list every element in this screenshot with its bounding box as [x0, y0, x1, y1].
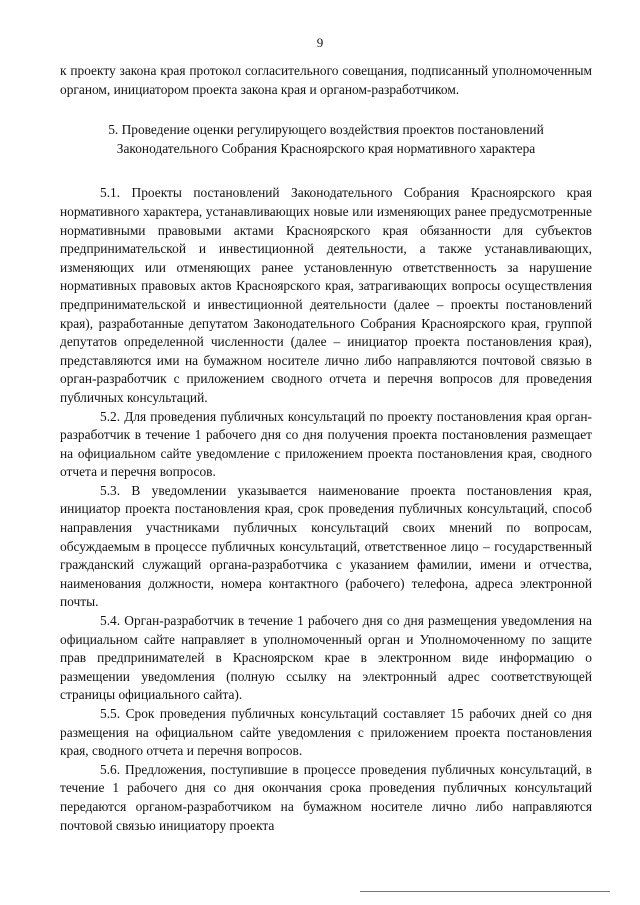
section-heading-line-2: Законодательного Собрания Красноярского края нормативного характера [116, 140, 536, 156]
paragraph-5-5: 5.5. Срок проведения публичных консультаций составляет 15 рабочих дней со дня размещения на официальном сайте уведомления с приложением проекта постановления края, сводного отчета и перечня вопросов. [60, 706, 592, 759]
page-number: 9 [316, 35, 324, 50]
section-heading [60, 121, 592, 158]
paragraph-5-3: 5.3. В уведомлении указывается наименование проекта постановления края, инициатор проекта постановления края, срок проведения публичных консультаций, способ направления участниками публичных консультаций своих мнений по вопросам, обсуждаемым в процессе публичных консультаций, ответственное лицо – государственный гражданский служащий органа-разработчика с указанием фамилии, имени и отчества, наименования должности, номера контактного (рабочего) телефона, адреса электронной почты. [60, 482, 592, 610]
paragraph-5-2: 5.2. Для проведения публичных консультаций по проекту постановления края орган-разработчик в течение 1 рабочего дня со дня получения проекта постановления размещает на официальном сайте уведомление с приложением проекта постановления края, сводного отчета и перечня вопросов. [60, 408, 592, 480]
paragraph-5-6: 5.6. Предложения, поступившие в процессе проведения публичных консультаций, в течение 1 рабочего дня со дня окончания срока проведения публичных консультаций передаются органом-разработчиком на бумажном носителе лично либо направляются почтовой связью инициатору проекта [60, 761, 592, 833]
intro-paragraph: к проекту закона края протокол согласительного совещания, подписанный уполномоченным органом, инициатором проекта закона края и органом-разработчиком. [60, 63, 592, 97]
paragraph-5-4: 5.4. Орган-разработчик в течение 1 рабочего дня со дня размещения уведомления на официальном сайте направляет в уполномоченный орган и Уполномоченному по защите прав предпринимателей в Красноярском крае в электронном виде информацию о размещении уведомления (полную ссылку на электронный адрес соответствующей страницы официального сайта). [60, 613, 592, 703]
section-heading-line-1: 5. Проведение оценки регулирующего воздействия проектов постановлений [108, 122, 544, 138]
paragraph-5-1: 5.1. Проекты постановлений Законодательного Собрания Красноярского края нормативного характера, устанавливающих новые или изменяющих ранее предусмотренные нормативными правовыми актами Красноярского края обязанности для субъектов предпринимательской и инвестиционной деятельности, а также устанавливающих, изменяющих или отменяющих ранее установленную ответственность за нарушение нормативных правовых актов Красноярского края, затрагивающих вопросы осуществления предпринимательской и инвестиционной деятельности (далее – проекты постановлений края), разработанные депутатом Законодательного Собрания Красноярского края, группой депутатов определенной численности (далее – инициатор проекта постановления края), представляются ими на бумажном носителе лично либо направляются почтовой связью в орган-разработчик с приложением сводного отчета и перечня вопросов для проведения публичных консультаций. [60, 185, 592, 405]
document-body [60, 62, 592, 835]
scan-edge-line [360, 891, 610, 892]
